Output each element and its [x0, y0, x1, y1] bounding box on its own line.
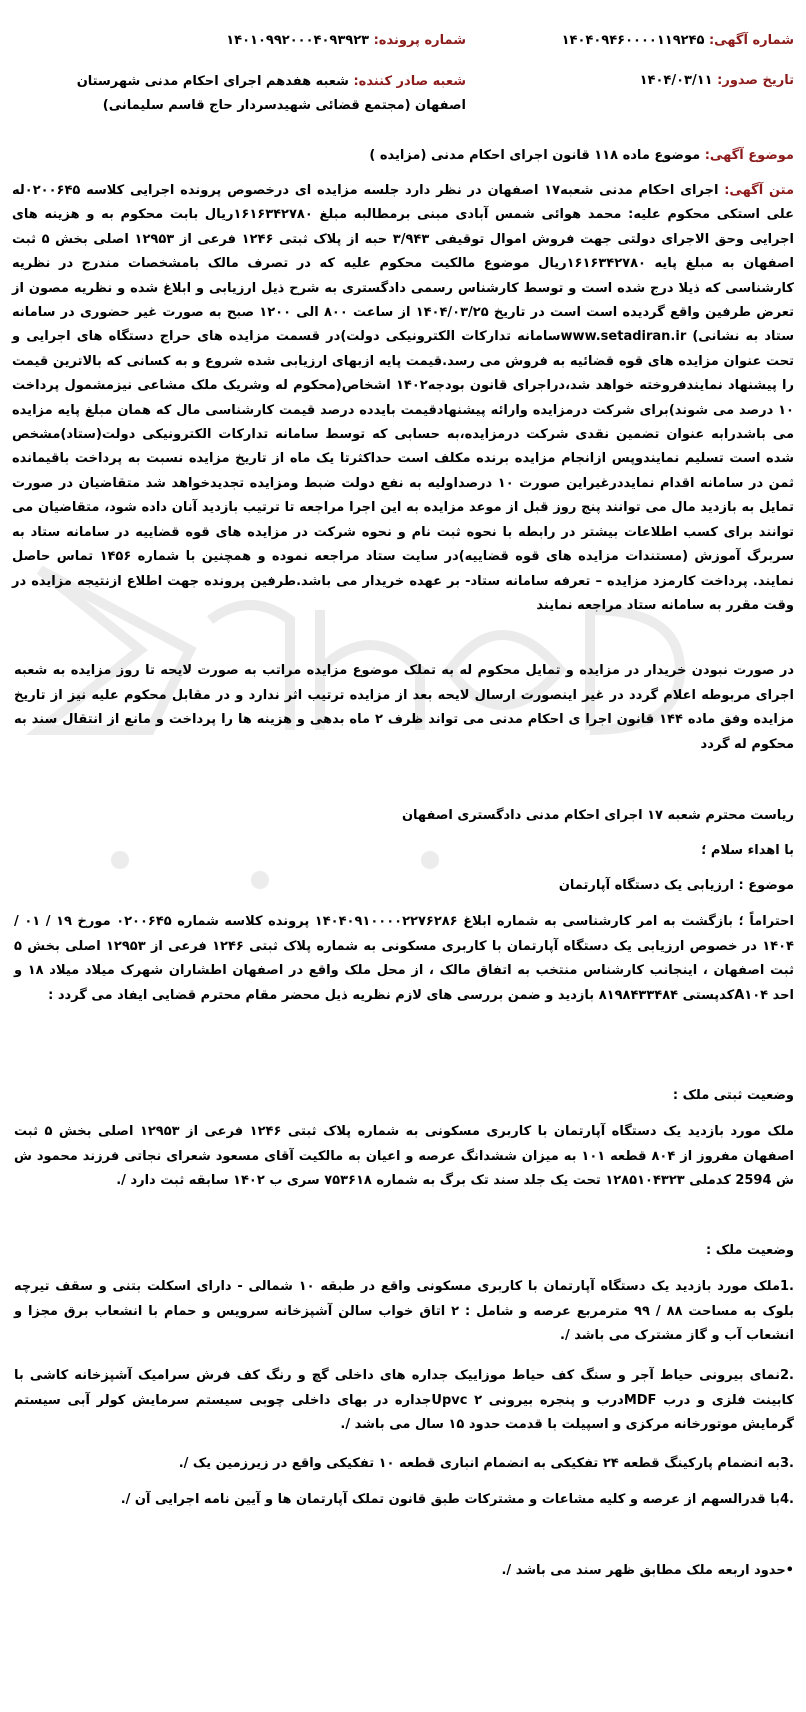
property-item-3: .3به انضمام پارکینگ قطعه ۲۴ تفکیکی به انضمام انباری قطعه ۱۰ تفکیکی واقع در زیرزمین یک /.: [178, 1456, 794, 1471]
issuing-branch-label: شعبه صادر کننده:: [353, 74, 466, 89]
property-item-4: .4با قدرالسهم از عرصه و کلیه مشاعات و مشترکات طبق قانون تملک آپارتمان ها و آیین نامه اجرایی آن /.: [120, 1492, 794, 1507]
notice-body-text: اجرای احکام مدنی شعبه۱۷ اصفهان در نظر دارد جلسه مزایده ای درخصوص پرونده اجرایی کلاسه ۰۲۰۰۶۴۵له علی استکی محکوم علیه: محمد هوائی شمس آبادی مبنی برمطالبه مبلغ ۱۶۱۶۳۴۲۷۸۰ریال بابت محکوم به و هزینه های اجرایی وحق الاجرای دولتی جهت فروش اموال توقیفی ۳/۹۴۳ حبه از پلاک ثبتی ۱۲۴۶ فرعی از ۱۲۹۵۳ اصلی بخش ۵ ثبت اصفهان به مبلغ پایه ۱۶۱۶۳۴۲۷۸۰ریال موضوع مالکیت محکوم علیه که در تصرف مالک بامشخصات مندرج در نظریه کارشناسی که ذیلا درج شده است و توسط کارشناس رسمی دادگستری به شرح ذیل ارزیابی و ابلاغ شده و نظریه مصون از تعرض طرفین واقع گردیده است است در تاریخ ۱۴۰۴/۰۳/۲۵ از ساعت ۸۰۰ الی ۱۲۰۰ صبح به صورت غیر حضوری در سامانه ستاد به نشانی) www.setadiran.irسامانه تدارکات الکترونیکی دولت)در قسمت مزایده های حراج دستگاه های اجرایی و تحت عنوان مزایده های قوه قضائیه به فروش می رسد.قیمت پایه ازبهای ارزیابی شده شروع و به کسانی که بالاترین قیمت را پیشنهاد نمایندفروخته خواهد شد،دراجرای قانون بودجه۱۴۰۲ اشخاص(محکوم له وشریک ملک مشاعی نیزمشمول پرداخت ۱۰ درصد می شوند)برای شرکت درمزایده وارائه پیشنهادقیمت بایدده درصد قیمت کارشناسی مال که همان مبلغ پایه مزایده می باشدرابه عنوان تضمین نقدی شرکت درمزایده،به حسابی که توسط سامانه تدارکات الکترونیکی دولت(ستاد)مشخص شده است تسلیم نمایندوپس ازانجام مزایده برنده مکلف است حداکثرتا یک ماه از تاریخ مزایده نسبت به پرداخت باقیمانده ثمن در سامانه اقدام نمایددرغیراین صورت ۱۰ درصداولیه به نفع دولت ضبط ومزایده تجدیدخواهد شد متقاضیان در صورت تمایل به بازدید مال می توانند پنج روز قبل از موعد مزایده به این اجرا مراجعه تا ترتیب بازدید آنان داده شود، متقاضیان می توانند برای کسب اطلاعات بیشتر در رابطه با نحوه ثبت نام و نحوه شرکت در مزایده های قوه قضاییه در سامانه ستاد به سربرگ آموزش (مستندات مزایده های قوه قضاییه)در سایت ستاد مراجعه نموده و همچنین با شماره ۱۴۵۶ تماس حاصل نمایند. پرداخت کارمزد مزایده – تعرفه سامانه ستاد- بر عهده خریدار می باشد.طرفین پرونده جهت اطلاع ازنتیجه مزایده در وقت مقرر به سامانه ستاد مراجعه نمایند: [12, 183, 795, 613]
boundaries-note: •حدود اربعه ملک مطابق ظهر سند می باشد /.: [501, 1563, 794, 1578]
absence-paragraph: در صورت نبودن خریدار در مزایده و تمایل محکوم له به تملک موضوع مزایده مراتب به صورت لایحه تا روز مزایده به شعبه اجرای مربوطه اعلام گردد در غیر اینصورت ارسال لایحه بعد از مزایده ترتیب اثر ندارد و در مقابل محکوم علیه نیز از تاریخ مزایده وفق ماده ۱۴۴ قانون اجرا ی احکام مدنی می تواند ظرف ۲ ماه بدهی و هزینه ها را پرداخت و مانع از انتقال سند به محکوم له گردد: [14, 663, 794, 752]
registration-text: ملک مورد بازدید یک دستگاه آپارتمان با کاربری مسکونی به شماره پلاک ثبتی ۱۲۴۶ فرعی از ۱۲۹۵۳ اصلی بخش ۵ ثبت اصفهان مفروز از ۸۰۴ قطعه ۱۰۱ به میزان ششدانگ عرصه و اعیان به مالکیت آقای مسعود شعرای نجاتی فرزند محمود ش ش 2594 کدملی ۱۲۸۵۱۰۴۳۲۳ تحت یک جلد سند تک برگ به شماره ۷۵۳۶۱۸ سری ب ۱۴۰۲ سابقه ثبت دارد /.: [14, 1124, 794, 1188]
case-number-value: ۱۴۰۱۰۹۹۲۰۰۰۴۰۹۳۹۲۳: [226, 33, 370, 48]
letter-greeting: با اهداء سلام ؛: [701, 843, 794, 858]
letter-subject: موضوع : ارزیابی یک دستگاه آپارتمان: [558, 878, 794, 893]
letter-addressee: ریاست محترم شعبه ۱۷ اجرای احکام مدنی دادگستری اصفهان: [401, 808, 794, 823]
notice-body-label: متن آگهی:: [724, 183, 795, 198]
notice-body: [12, 179, 794, 618]
notice-subject-label: موضوع آگهی:: [704, 148, 794, 163]
issue-date-value: ۱۴۰۴/۰۳/۱۱: [639, 73, 713, 88]
notice-number: [562, 30, 794, 52]
registration-title: وضعیت ثبتی ملک :: [672, 1088, 794, 1103]
issue-date-label: تاریخ صدور:: [717, 73, 794, 88]
case-number-label: شماره پرونده:: [373, 33, 466, 48]
notice-subject: [369, 145, 794, 167]
case-number: [226, 30, 466, 52]
notice-number-label: شماره آگهی:: [708, 33, 794, 48]
issue-date: [640, 70, 794, 92]
issuing-branch: [56, 70, 466, 118]
notice-number-value: ۱۴۰۴۰۹۴۶۰۰۰۰۱۱۹۲۴۵: [561, 33, 705, 48]
property-item-1: .1ملک مورد بازدید یک دستگاه آپارتمان با کاربری مسکونی واقع در طبقه ۱۰ شمالی - دارای اسکلت بتنی و سقف تیرچه بلوک به مساحت ۸۸ / ۹۹ مترمربع عرصه و شامل : ۲ اتاق خواب سالن آشپزخانه سرویس و حمام با انشعاب برق مجزا و انشعاب آب و گاز مشترک می باشد /.: [14, 1279, 794, 1343]
property-title: وضعیت ملک :: [706, 1243, 794, 1258]
property-item-2: .2نمای بیرونی حیاط آجر و سنگ کف حیاط موزاییک جداره های داخلی گچ و رنگ کف فرش سرامیک آشپزخانه کاشی با کابینت فلزی و درب MDFدرب و پنجره بیرونی Upvc ۲جداره در بهای داخلی چوبی سیستم سرمایش کولر آبی سیستم گرمایش موتورخانه مرکزی و اسپیلت با قدمت حدود ۱۵ سال می باشد /.: [14, 1368, 794, 1432]
issuing-branch-value: شعبه هفدهم اجرای احکام مدنی شهرستان اصفهان (مجتمع قضائی شهیدسردار حاج قاسم سلیمانی): [76, 74, 466, 113]
notice-subject-value: موضوع ماده ۱۱۸ قانون اجرای احکام مدنی (مزایده ): [369, 148, 701, 163]
letter-intro: احتراماً ؛ بازگشت به امر کارشناسی به شماره ابلاغ ۱۴۰۴۰۹۱۰۰۰۰۲۲۷۶۲۸۶ پرونده کلاسه شماره ۰۲۰۰۶۴۵ مورخ ۱۹ / ۰۱ / ۱۴۰۴ در خصوص ارزیابی یک دستگاه آپارتمان با کاربری مسکونی به شماره پلاک ثبتی ۱۲۴۶ فرعی از ۱۲۹۵۳ اصلی بخش ۵ ثبت اصفهان ، اینجانب کارشناس منتخب به اتفاق مالک ، از محل ملک واقع در اصفهان اطشاران شهرک میلاد میلاد ۱۸ و احد A۱۰۴کدپستی ۸۱۹۸۴۳۳۴۸۴ بازدید و ضمن بررسی های لازم نظریه ذیل محضر مقام محترم قضایی ایفاد می گردد :: [14, 914, 794, 1003]
